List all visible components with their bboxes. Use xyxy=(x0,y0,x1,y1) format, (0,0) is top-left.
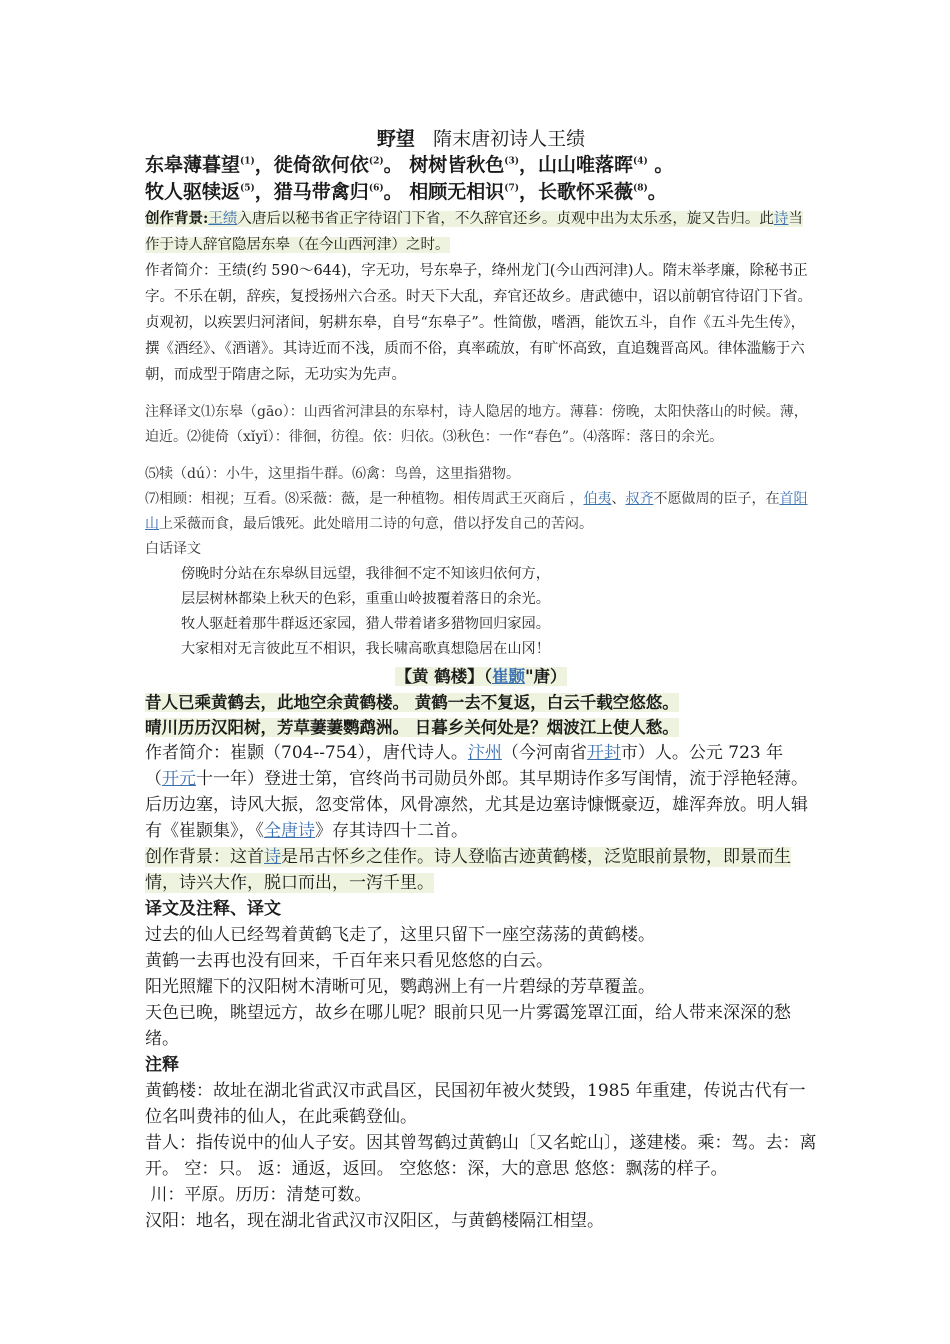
poem2-title-line: 【黄 鹤楼】（崔颢"唐） xyxy=(395,667,567,686)
link-shouyangshan[interactable]: 首阳山 xyxy=(145,491,808,532)
poem2-author-intro: 作者简介：崔颢（704--754），唐代诗人。汴州（今河南省开封市）人。公元 723 年（开元十一年）登进士第，官终尚书司勋员外郎。其早期诗作多写闺情，流于浮艳轻薄。后历边塞，诗风大振，忽变常体，风骨凛然，尤其是边塞诗慷慨豪迈，雄浑奔放。明人辑有《崔颢集》，《全唐诗》存其诗四十二首。 xyxy=(145,743,808,841)
translation-line: 阳光照耀下的汉阳树木清晰可见，鹦鹉洲上有一片碧绿的芳草覆盖。 xyxy=(145,977,655,997)
note-item: 昔人：指传说中的仙人子安。因其曾驾鹤过黄鹤山〔又名蛇山〕，遂建楼。乘：驾。去：离开。 空：只。 返：通返，返回。 空悠悠：深，大的意思 悠悠：飘荡的样子。 xyxy=(145,1133,817,1179)
vernacular-line: 大家相对无言彼此互不相识，我长啸高歌真想隐居在山冈！ xyxy=(181,641,550,657)
notes-heading: 注释 xyxy=(145,1055,179,1075)
link-kaiyuan[interactable]: 开元 xyxy=(162,769,196,789)
note-item: 川：平原。历历：清楚可数。 xyxy=(145,1185,372,1205)
poem1-notes-3: ⑺相顾：相视；互看。⑻采薇：薇，是一种植物。相传周武王灭商后 ，伯夷、叔齐不愿做周的臣子，在首阳山上采薇而食，最后饿死。此处暗用二诗的句意，借以抒发自己的苦闷。 xyxy=(145,491,808,532)
poem1-title: 野望 xyxy=(376,128,415,150)
poem1-line-1: 东皋薄暮望$^{(1)}$，徙倚欲何依$^{(2)}$。 树树皆秋色$^{(3)}$，山山唯落晖$^{(4)}$ 。 xyxy=(145,154,674,176)
link-quantangshi[interactable]: 全唐诗 xyxy=(264,821,315,841)
link-boyi[interactable]: 伯夷 xyxy=(583,491,612,507)
poem1-author-intro: 作者简介：王绩(约 590～644)，字无功，号东皋子，绛州龙门(今山西河津)人。隋末举孝廉，除秘书正字。不乐在朝，辞疾，复授扬州六合丞。时天下大乱，弃官还故乡。唐武德中，诏以前朝官待诏门下省。贞观初，以疾罢归河渚间，躬耕东皋，自号“东皋子”。性简傲，嗜酒，能饮五斗，自作《五斗先生传》，撰《酒经》、《酒谱》。其诗近而不浅，质而不俗，真率疏放，有旷怀高致，直追魏晋高风。律体滥觞于六朝，而成型于隋唐之际，无功实为先声。 xyxy=(145,263,812,383)
note-item: 黄鹤楼：故址在湖北省武汉市武昌区，民国初年被火焚毁，1985 年重建，传说古代有一位名叫费祎的仙人，在此乘鹤登仙。 xyxy=(145,1081,806,1127)
poem1-notes-1: 注释译文⑴东皋（gāo）：山西省河津县的东皋村，诗人隐居的地方。薄暮：傍晚，太阳快落山的时候。薄，迫近。⑵徙倚（xǐyǐ）：徘徊，彷徨。依：归依。⑶秋色：一作“春色”。⑷落晖：落日的余光。 xyxy=(145,404,808,445)
translation-line: 黄鹤一去再也没有回来，千百年来只看见悠悠的白云。 xyxy=(145,951,553,971)
document-page xyxy=(145,118,817,1234)
poem1-author: 隋末唐初诗人王绩 xyxy=(433,128,586,150)
poem1-notes-2: ⑸犊（dú）：小牛，这里指牛群。⑹禽：鸟兽，这里指猎物。 xyxy=(145,466,520,482)
poem1-line-2: 牧人驱犊返$^{(5)}$，猎马带禽归$^{(6)}$。 相顾无相识$^{(7)}$，长歌怀采薇$^{(8)}$。 xyxy=(145,181,667,203)
link-poem[interactable]: 诗 xyxy=(773,211,789,227)
link-shuqi[interactable]: 叔齐 xyxy=(625,491,654,507)
translation-heading: 译文及注释、译文 xyxy=(145,899,281,919)
translation-line: 天色已晚，眺望远方，故乡在哪儿呢？眼前只见一片雾霭笼罩江面，给人带来深深的愁绪。 xyxy=(145,1003,791,1049)
poem1-vernacular-label: 白话译文 xyxy=(145,541,201,557)
vernacular-line: 傍晚时分站在东皋纵目远望，我徘徊不定不知该归依何方， xyxy=(181,566,550,582)
poem1-background: 创作背景:王绩入唐后以秘书省正字待诏门下省，不久辞官还乡。贞观中出为太乐丞，旋又告归。此诗当作于诗人辞官隐居东皋（在今山西河津）之时。 xyxy=(145,210,803,253)
note-item: 汉阳：地名，现在湖北省武汉市汉阳区，与黄鹤楼隔江相望。 xyxy=(145,1211,604,1231)
poem1-title-line xyxy=(145,126,817,152)
poem2-line-1: 昔人已乘黄鹤去，此地空余黄鹤楼。 黄鹤一去不复返，白云千载空悠悠。 xyxy=(145,693,679,712)
link-wangji[interactable]: 王绩 xyxy=(208,211,238,227)
poem2-background: 创作背景：这首诗是吊古怀乡之佳作。诗人登临古迹黄鹤楼，泛览眼前景物，即景而生情，诗兴大作，脱口而出，一泻千里。 xyxy=(145,847,791,893)
translation-line: 过去的仙人已经驾着黄鹤飞走了，这里只留下一座空荡荡的黄鹤楼。 xyxy=(145,925,655,945)
vernacular-line: 牧人驱赶着那牛群返还家园，猎人带着诸多猎物回归家园。 xyxy=(181,616,550,632)
poem2-line-2: 晴川历历汉阳树，芳草萋萋鹦鹉洲。 日暮乡关何处是？烟波江上使人愁。 xyxy=(145,718,679,737)
poem2-title: 【黄 鹤楼】 xyxy=(395,667,484,686)
link-cuihao[interactable]: 崔颢 xyxy=(491,667,525,686)
vernacular-line: 层层树林都染上秋天的色彩，重重山岭披覆着落日的余光。 xyxy=(181,591,550,607)
link-kaifeng[interactable]: 开封 xyxy=(586,743,621,763)
link-bianzhou[interactable]: 汴州 xyxy=(467,743,502,763)
link-poem2[interactable]: 诗 xyxy=(264,847,281,867)
